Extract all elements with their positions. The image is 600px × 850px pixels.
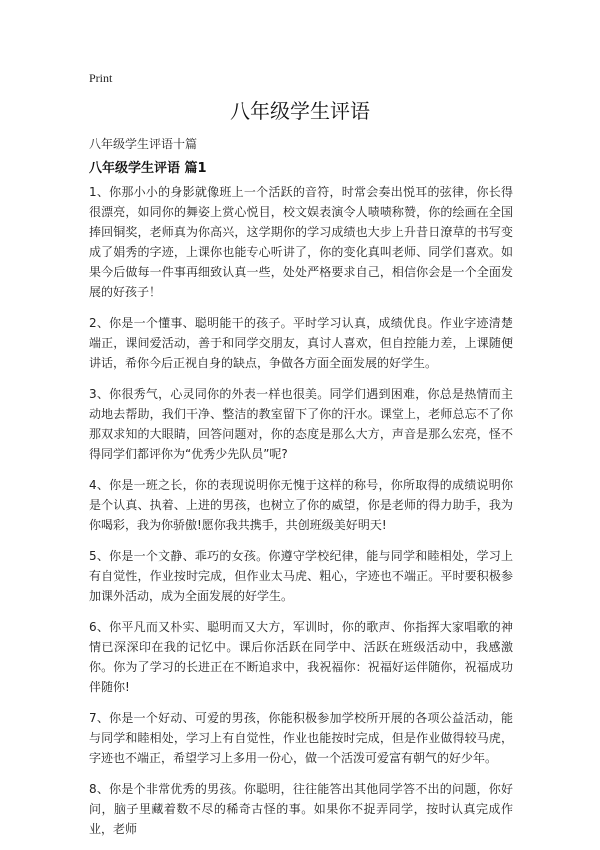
subtitle: 八年级学生评语十篇 <box>89 137 198 151</box>
paragraph: 2、你是一个懂事、聪明能干的孩子。平时学习认真，成绩优良。作业字迹清楚端正，课间爱活动，善于和同学交朋友，真讨人喜欢，但自控能力差，上课随便讲话，希你今后正视自身的缺点，争做各方面全面发展的好学生。 <box>89 316 513 370</box>
paragraph: 5、你是一个文静、乖巧的女孩。你遵守学校纪律，能与同学和睦相处，学习上有自觉性，作业按时完成，但作业太马虎、粗心，字迹也不端正。平时要积极参加课外活动，成为全面发展的好学生。 <box>89 549 513 603</box>
paragraph: 1、你那小小的身影就像班上一个活跃的音符，时常会奏出悦耳的弦律，你长得很漂亮，如同你的舞姿上赏心悦目，校文娱表演令人啧啧称赞，你的绘画在全国捧回铜奖，老师真为你高兴，这学期你的学习成绩也大步上升昔日潦草的书写变成了娟秀的字迹，上课你也能专心听讲了，你的变化真叫老师、同学们喜欢。如果今后做每一件事再细致认真一些，处处严格要求自己，相信你会是一个全面发展的好孩子！ <box>89 185 513 299</box>
paragraph: 4、你是一班之长，你的表现说明你无愧于这样的称号，你所取得的成绩说明你是个认真、执着、上进的男孩，也树立了你的威望，你是老师的得力助手，我为你喝彩，我为你骄傲!愿你我共携手，共创班级美好明天! <box>89 478 513 532</box>
paragraph: 8、你是个非常优秀的男孩。你聪明，往往能答出其他同学答不出的问题，你好问，脑子里藏着数不尽的稀奇古怪的事。如果你不捉弄同学，按时认真完成作业，老师 <box>89 782 513 836</box>
paragraph: 6、你平凡而又朴实、聪明而又大方，军训时，你的歌声、你指挥大家唱歌的神情已深深印在我的记忆中。课后你活跃在同学中、活跃在班级活动中，我感激你。你为了学习的长进正在不断追求中，我祝福你：祝福好运伴随你，祝福成功伴随你! <box>89 620 513 694</box>
section-heading: 八年级学生评语 篇1 <box>89 161 207 176</box>
paragraph-list <box>89 182 513 850</box>
print-link[interactable]: Print <box>89 71 113 85</box>
paragraph: 3、你很秀气，心灵同你的外表一样也很美。同学们遇到困难，你总是热情而主动地去帮助，我们干净、整洁的教室留下了你的汗水。课堂上，老师总忘不了你那双求知的大眼睛，回答问题对，你的态度是那么大方，声音是那么宏亮，怪不得同学们都评你为“优秀少先队员”呢? <box>89 387 513 461</box>
paragraph: 7、你是一个好动、可爱的男孩，你能积极参加学校所开展的各项公益活动，能与同学和睦相处，学习上有自觉性，作业也能按时完成，但是作业做得较马虎，字迹也不端正，希望学习上多用一份心，做一个活泼可爱富有朝气的好少年。 <box>89 711 513 765</box>
page-title: 八年级学生评语 <box>230 99 370 123</box>
